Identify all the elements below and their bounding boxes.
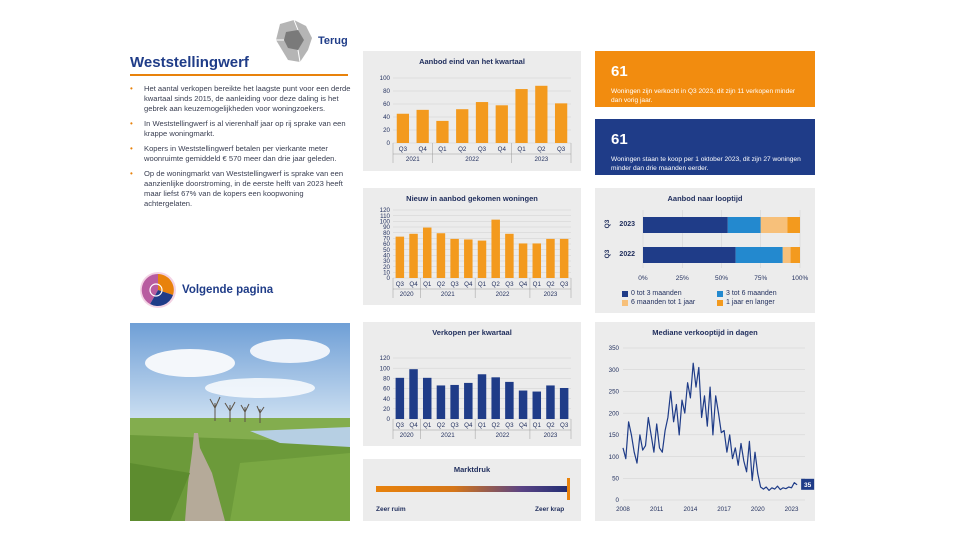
bar	[456, 109, 468, 143]
x-tick-label: Q2	[537, 146, 546, 153]
y-tick-label: 120	[379, 207, 390, 215]
new-listings-chart-panel	[363, 188, 581, 305]
y-tick-label: 250	[608, 388, 619, 396]
chart-title: Mediane verkooptijd in dagen	[652, 328, 758, 337]
legend-item	[622, 290, 717, 297]
bar	[560, 388, 568, 419]
year-group-label: 2020	[399, 291, 414, 298]
x-tick-label: Q2	[436, 281, 446, 288]
y-tick-label: 70	[383, 235, 390, 243]
y-tick-label: 80	[383, 229, 390, 237]
y-tick-label: 100	[379, 218, 390, 226]
listing-duration-legend	[622, 290, 812, 308]
y-tick-label: 30	[383, 258, 390, 266]
x-tick-label: Q3	[505, 281, 514, 288]
year-group-label: 2021	[440, 432, 455, 439]
bar	[533, 243, 541, 278]
stacked-segment	[761, 217, 788, 233]
y-tick-label: 150	[608, 432, 619, 440]
gauge-high-label: Zeer krap	[535, 506, 565, 513]
bar	[546, 239, 554, 278]
region-map-icon	[272, 18, 316, 66]
year-group-label: 2020	[399, 432, 414, 439]
legend-swatch	[717, 291, 723, 297]
bar	[464, 239, 472, 278]
y-tick-label: 40	[383, 252, 390, 260]
x-tick-label: 2023	[784, 506, 799, 513]
legend-item	[622, 299, 717, 306]
bullet-icon: •	[130, 119, 133, 128]
x-tick-label: Q4	[464, 422, 473, 429]
y-tick-label: 50	[612, 475, 619, 483]
title-divider	[130, 74, 348, 76]
year-group-label: 2021	[440, 291, 455, 298]
x-tick-label: 0%	[638, 275, 648, 282]
year-group-label: 2022	[495, 291, 510, 298]
bar	[533, 392, 541, 419]
market-pressure-marker	[567, 478, 570, 500]
x-tick-label: Q4	[418, 146, 427, 153]
stacked-segment	[728, 217, 761, 233]
chart-title: Aanbod eind van het kwartaal	[419, 57, 525, 66]
bar	[409, 369, 417, 419]
bar	[505, 234, 513, 278]
x-tick-label: Q1	[532, 281, 541, 288]
legend-label: 0 tot 3 maanden	[631, 290, 682, 297]
kpi-text: Woningen staan te koop per 1 oktober 2023, dit zijn 27 woningen minder dan drie maanden eerder.	[611, 156, 801, 172]
listing-duration-chart	[595, 188, 815, 288]
y-tick-label: 0	[386, 140, 390, 148]
y-tick-label: 90	[383, 224, 390, 232]
summary-bullet	[130, 144, 352, 164]
bar	[436, 121, 448, 143]
legend-swatch	[717, 300, 723, 306]
summary-bullet	[130, 169, 352, 209]
back-link[interactable]: Terug	[318, 35, 348, 47]
y-tick-label: 0	[615, 497, 619, 505]
stacked-segment	[736, 247, 783, 263]
x-tick-label: Q2	[458, 146, 467, 153]
bar	[450, 385, 458, 419]
year-group-label: 2023	[543, 432, 558, 439]
stacked-segment	[791, 247, 800, 263]
stacked-segment	[643, 247, 736, 263]
bar	[423, 378, 431, 419]
bar	[397, 114, 409, 143]
x-tick-label: Q3	[477, 146, 487, 153]
next-page-button[interactable]	[138, 270, 273, 310]
y-tick-label: 100	[379, 365, 390, 373]
legend-item	[717, 299, 812, 306]
y-tick-label: 0	[386, 275, 390, 283]
y-tick-label: 0	[386, 416, 390, 424]
x-tick-label: Q2	[546, 281, 555, 288]
bar	[519, 243, 527, 278]
last-value-label: 35	[804, 481, 812, 489]
x-tick-label: Q3	[450, 422, 459, 429]
y-tick-label: 20	[383, 127, 390, 135]
x-tick-label: Q4	[409, 422, 418, 429]
y-tick-label: 80	[383, 375, 390, 383]
x-tick-label: Q3	[560, 422, 569, 429]
bar	[437, 385, 445, 419]
x-tick-label: Q1	[438, 146, 447, 153]
bar	[496, 105, 508, 143]
y-tick-label: 60	[383, 101, 390, 109]
bar	[515, 89, 527, 143]
y-tick-label: 60	[383, 385, 390, 393]
bar	[491, 377, 499, 419]
x-tick-label: Q3	[505, 422, 514, 429]
gauge-low-label: Zeer ruim	[376, 506, 406, 513]
bar	[423, 228, 431, 278]
x-tick-label: Q1	[477, 281, 487, 288]
y-tick-label: 120	[379, 355, 390, 363]
sales-chart-panel	[363, 322, 581, 446]
bar	[560, 239, 568, 278]
y-tick-label: 10	[383, 269, 390, 277]
stacked-segment	[787, 217, 800, 233]
x-tick-label: 2011	[650, 506, 664, 513]
bullet-icon: •	[130, 84, 133, 93]
x-tick-label: 75%	[754, 275, 768, 282]
category-label: 2023	[619, 221, 635, 228]
y-tick-label: 20	[383, 406, 390, 414]
bullet-icon: •	[130, 169, 133, 178]
chart-title: Verkopen per kwartaal	[432, 328, 512, 337]
sales-chart	[363, 322, 581, 446]
kpi-text: Woningen zijn verkocht in Q3 2023, dit zijn 11 verkopen minder dan vorig jaar.	[611, 88, 796, 104]
bar	[396, 378, 404, 419]
x-tick-label: Q3	[556, 146, 566, 153]
y-tick-label: 80	[383, 88, 390, 96]
summary-bullet	[130, 119, 352, 139]
median-sale-time-panel	[595, 322, 815, 521]
x-tick-label: 25%	[675, 275, 689, 282]
x-tick-label: Q4	[464, 281, 473, 288]
bar	[409, 234, 417, 278]
kpi-stock-card	[595, 119, 815, 175]
gauge-title: Marktdruk	[453, 465, 491, 474]
bar	[464, 383, 472, 419]
bar	[491, 220, 499, 278]
x-tick-label: Q2	[546, 422, 555, 429]
bar	[478, 241, 486, 278]
market-pressure-bar	[376, 486, 570, 492]
bar	[555, 103, 567, 143]
bar	[476, 102, 488, 143]
x-tick-label: Q3	[398, 146, 408, 153]
x-tick-label: Q1	[477, 422, 487, 429]
y-tick-label: 100	[608, 453, 619, 461]
bullet-icon: •	[130, 144, 133, 153]
y-tick-label: 50	[383, 246, 390, 254]
x-tick-label: Q4	[518, 422, 528, 429]
summary-bullet-text: Kopers in Weststellingwerf betalen per vierkante meter woonruimte gemiddeld € 570 meer dan drie jaar geleden.	[144, 144, 337, 163]
summary-bullet-text: In Weststellingwerf is al vierenhalf jaar op rij sprake van een krappe woningmarkt.	[144, 119, 346, 138]
pie-chart-icon	[138, 270, 178, 310]
x-tick-label: 100%	[791, 275, 809, 282]
bar	[546, 385, 554, 419]
chart-title: Nieuw in aanbod gekomen woningen	[406, 194, 538, 203]
kpi-value: 61	[611, 63, 628, 80]
x-tick-label: Q2	[491, 281, 500, 288]
chart-title: Aanbod naar looptijd	[667, 194, 743, 203]
year-group-label: 2021	[405, 156, 420, 163]
bar	[519, 391, 527, 419]
stacked-segment	[643, 217, 728, 233]
x-tick-label: Q4	[497, 146, 506, 153]
summary-bullet-text: Het aantal verkopen bereikte het laagste punt voor een derde kwartaal sinds 2015, de aanleiding voor deze daling is het gebrek aan keuzemogelijkheden voor woningzoekers.	[144, 84, 351, 113]
year-group-label: 2023	[543, 291, 558, 298]
x-tick-label: Q2	[436, 422, 446, 429]
next-page-label: Volgende pagina	[182, 284, 274, 296]
x-tick-label: Q1	[517, 146, 526, 153]
y-tick-label: 40	[383, 395, 390, 403]
kpi-sales-card	[595, 51, 815, 107]
x-tick-label: 2014	[683, 506, 698, 513]
median-sale-time-chart	[595, 322, 815, 521]
landscape-photo	[130, 323, 350, 521]
bar	[450, 239, 458, 278]
x-tick-label: Q2	[491, 422, 500, 429]
summary-bullet-list	[130, 84, 352, 214]
x-tick-label: Q3	[395, 422, 404, 429]
bar	[437, 233, 445, 278]
y-tick-label: 60	[383, 241, 390, 249]
region-title: Weststellingwerf	[130, 54, 249, 71]
stock-chart	[363, 51, 581, 171]
legend-label: 6 maanden tot 1 jaar	[631, 299, 696, 306]
bar	[417, 110, 429, 143]
bar	[478, 374, 486, 419]
legend-label: 3 tot 6 maanden	[726, 290, 777, 297]
y-tick-label: 100	[379, 75, 390, 83]
x-tick-label: Q1	[423, 281, 432, 288]
x-tick-label: 2008	[616, 506, 630, 513]
x-tick-label: Q1	[532, 422, 541, 429]
y-tick-label: 200	[608, 410, 619, 418]
year-group-label: 2022	[465, 156, 479, 163]
stock-chart-panel	[363, 51, 581, 171]
bar	[535, 86, 547, 143]
x-tick-label: Q3	[560, 281, 569, 288]
stacked-segment	[783, 247, 791, 263]
x-tick-label: 50%	[714, 275, 729, 282]
x-tick-label: Q4	[518, 281, 528, 288]
y-tick-label: 300	[608, 366, 619, 374]
year-group-label: 2023	[534, 156, 549, 163]
x-tick-label: Q3	[395, 281, 404, 288]
group-label: Q3	[604, 219, 611, 229]
summary-bullet-text: Op de woningmarkt van Weststellingwerf is sprake van een aanzienlijke doorstroming, in de eerste helft van 2023 heeft maar liefst 67% van de kopers een koopwoning achtergelaten.	[144, 169, 344, 208]
y-tick-label: 350	[608, 345, 619, 353]
legend-item	[717, 290, 812, 297]
y-tick-label: 40	[383, 114, 390, 122]
group-label: Q3	[604, 249, 611, 259]
x-tick-label: 2020	[750, 506, 765, 513]
y-tick-label: 20	[383, 263, 390, 271]
year-group-label: 2022	[495, 432, 510, 439]
y-tick-label: 110	[380, 212, 390, 220]
x-tick-label: Q3	[450, 281, 459, 288]
bar	[505, 382, 513, 419]
kpi-value: 61	[611, 131, 628, 148]
new-listings-chart	[363, 188, 581, 305]
legend-label: 1 jaar en langer	[726, 299, 775, 306]
summary-bullet	[130, 84, 352, 114]
x-tick-label: Q1	[423, 422, 432, 429]
category-label: 2022	[619, 251, 635, 258]
bar	[396, 237, 404, 278]
median-sale-time-line	[623, 363, 797, 490]
legend-swatch	[622, 300, 628, 306]
x-tick-label: Q4	[409, 281, 418, 288]
x-tick-label: 2017	[717, 506, 731, 513]
legend-swatch	[622, 291, 628, 297]
